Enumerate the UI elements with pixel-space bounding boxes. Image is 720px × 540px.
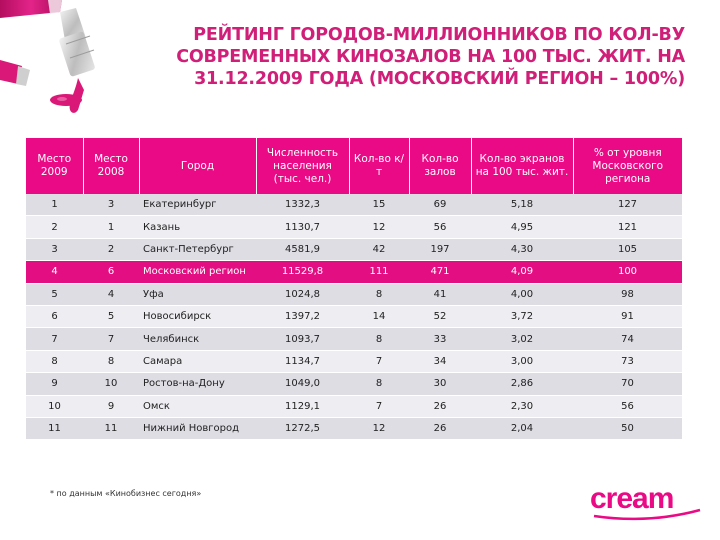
header-city: Город [139,138,256,194]
cell-halls: 26 [409,417,471,439]
cell-city: Новосибирск [139,305,256,327]
cell-place-2009: 8 [26,350,83,372]
header-cinemas: Кол-во к/т [349,138,409,194]
cell-halls: 41 [409,283,471,305]
cell-percent-moscow: 73 [573,350,682,372]
cell-cinemas: 42 [349,238,409,260]
cell-population: 1129,1 [256,395,349,417]
cell-percent-moscow: 105 [573,238,682,260]
cell-screens-per-100k: 4,09 [471,261,573,283]
cell-city: Нижний Новгород [139,417,256,439]
cell-cinemas: 111 [349,261,409,283]
cell-cinemas: 8 [349,373,409,395]
cell-cinemas: 14 [349,305,409,327]
cell-halls: 52 [409,305,471,327]
header-row [26,138,682,194]
cell-screens-per-100k: 3,02 [471,328,573,350]
cell-place-2009: 5 [26,283,83,305]
title-line-2: СОВРЕМЕННЫХ КИНОЗАЛОВ НА 100 ТЫС. ЖИТ. НА [176,47,685,67]
cell-place-2008: 1 [83,216,139,238]
cell-population: 1049,0 [256,373,349,395]
table-row [26,216,682,238]
cell-cinemas: 12 [349,417,409,439]
cell-percent-moscow: 121 [573,216,682,238]
cell-place-2009: 7 [26,328,83,350]
cell-place-2008: 6 [83,261,139,283]
header-place-2009: Место 2009 [26,138,83,194]
cell-place-2008: 5 [83,305,139,327]
paint-tube-icon [0,0,130,130]
cell-percent-moscow: 91 [573,305,682,327]
table-header [26,138,682,194]
table-row [26,238,682,260]
cell-cinemas: 7 [349,350,409,372]
cell-screens-per-100k: 3,72 [471,305,573,327]
cinema-rating-table [26,138,682,440]
cell-screens-per-100k: 4,30 [471,238,573,260]
cell-population: 1272,5 [256,417,349,439]
cell-population: 1024,8 [256,283,349,305]
cell-city: Самара [139,350,256,372]
table-row [26,417,682,439]
cell-city: Челябинск [139,328,256,350]
cell-population: 1130,7 [256,216,349,238]
cell-percent-moscow: 98 [573,283,682,305]
cell-screens-per-100k: 2,04 [471,417,573,439]
cell-screens-per-100k: 5,18 [471,194,573,216]
cell-place-2009: 3 [26,238,83,260]
cell-place-2008: 2 [83,238,139,260]
cell-cinemas: 8 [349,283,409,305]
title-line-3: 31.12.2009 ГОДА (МОСКОВСКИЙ РЕГИОН – 100%) [194,69,685,89]
cell-percent-moscow: 100 [573,261,682,283]
cell-place-2008: 8 [83,350,139,372]
table-row [26,305,682,327]
page-title [140,24,685,90]
cell-city: Казань [139,216,256,238]
header-halls: Кол-во залов [409,138,471,194]
title-line-1: РЕЙТИНГ ГОРОДОВ-МИЛЛИОННИКОВ ПО КОЛ-ВУ [193,25,685,45]
cell-place-2008: 7 [83,328,139,350]
cell-city: Санкт-Петербург [139,238,256,260]
cell-halls: 30 [409,373,471,395]
table-row [26,283,682,305]
cell-halls: 56 [409,216,471,238]
cell-city: Уфа [139,283,256,305]
cell-halls: 69 [409,194,471,216]
cell-screens-per-100k: 2,30 [471,395,573,417]
table-row [26,194,682,216]
cell-city: Московский регион [139,261,256,283]
cell-place-2009: 1 [26,194,83,216]
cell-place-2009: 10 [26,395,83,417]
cell-city: Омск [139,395,256,417]
cell-percent-moscow: 127 [573,194,682,216]
cell-population: 1134,7 [256,350,349,372]
cell-place-2008: 4 [83,283,139,305]
cell-place-2008: 10 [83,373,139,395]
table-body [26,194,682,440]
cell-halls: 34 [409,350,471,372]
cell-cinemas: 8 [349,328,409,350]
cell-population: 11529,8 [256,261,349,283]
cell-cinemas: 7 [349,395,409,417]
cell-place-2009: 2 [26,216,83,238]
cell-halls: 471 [409,261,471,283]
table-row [26,373,682,395]
table-row [26,350,682,372]
cell-cinemas: 15 [349,194,409,216]
cell-halls: 26 [409,395,471,417]
header-population: Численность населения (тыс. чел.) [256,138,349,194]
cell-screens-per-100k: 4,00 [471,283,573,305]
cell-halls: 197 [409,238,471,260]
header-place-2008: Место 2008 [83,138,139,194]
cell-place-2009: 11 [26,417,83,439]
header-percent-moscow: % от уровня Московского региона [573,138,682,194]
cream-logo [588,474,708,526]
cell-percent-moscow: 56 [573,395,682,417]
cell-population: 4581,9 [256,238,349,260]
cell-percent-moscow: 74 [573,328,682,350]
cell-population: 1332,3 [256,194,349,216]
cell-place-2008: 3 [83,194,139,216]
cell-place-2009: 6 [26,305,83,327]
footnote: * по данным «Кинобизнес сегодня» [50,489,202,498]
table-row [26,395,682,417]
cell-population: 1397,2 [256,305,349,327]
cell-halls: 33 [409,328,471,350]
cell-population: 1093,7 [256,328,349,350]
table-row [26,328,682,350]
cell-place-2008: 11 [83,417,139,439]
cell-percent-moscow: 50 [573,417,682,439]
cell-screens-per-100k: 3,00 [471,350,573,372]
cell-cinemas: 12 [349,216,409,238]
table-row [26,261,682,283]
header-screens-per-100k: Кол-во экранов на 100 тыс. жит. [471,138,573,194]
cell-city: Екатеринбург [139,194,256,216]
cell-percent-moscow: 70 [573,373,682,395]
cell-city: Ростов-на-Дону [139,373,256,395]
cell-screens-per-100k: 4,95 [471,216,573,238]
logo-text: cream [590,482,674,515]
cell-place-2009: 9 [26,373,83,395]
cell-place-2008: 9 [83,395,139,417]
cell-screens-per-100k: 2,86 [471,373,573,395]
cell-place-2009: 4 [26,261,83,283]
